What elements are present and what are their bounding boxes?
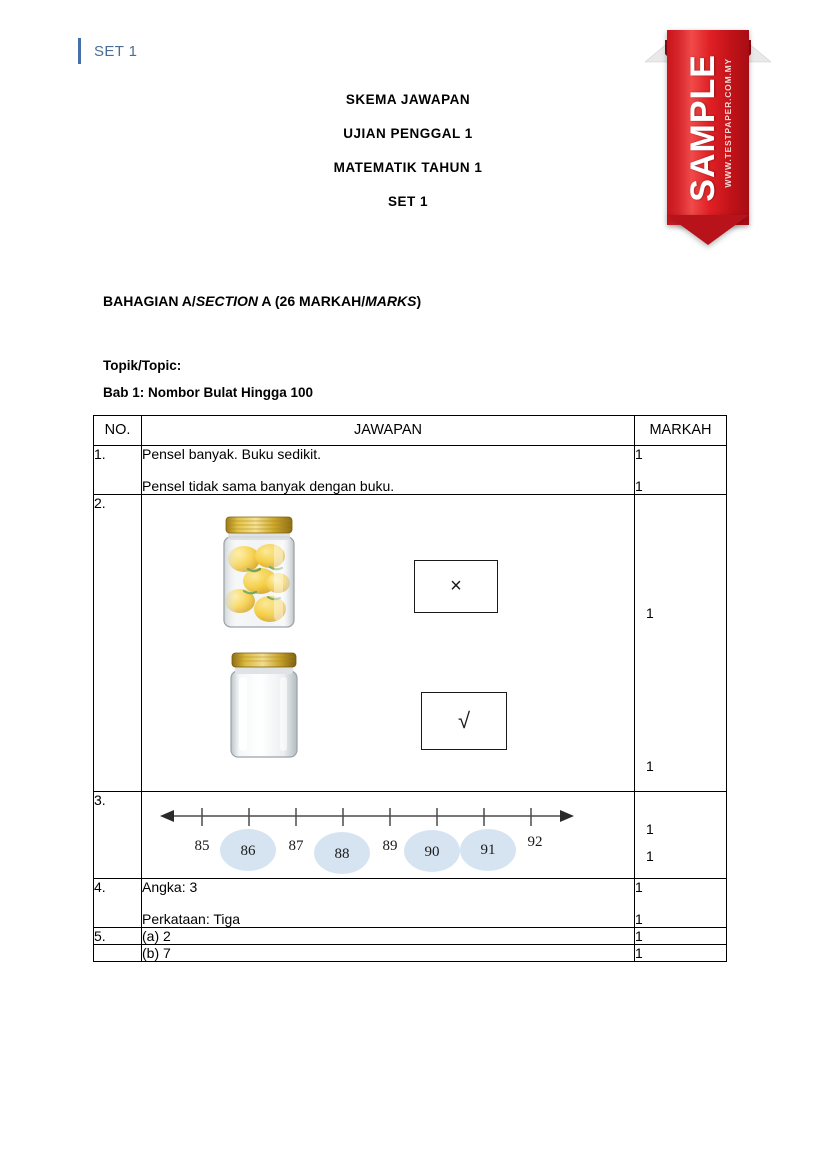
header-cell-marks: MARKAH [635, 416, 727, 446]
header-cell-no: NO. [94, 416, 142, 446]
row-number: 1. [94, 446, 142, 495]
section-italic-section: SECTION [195, 293, 259, 309]
row-number: 2. [94, 495, 142, 792]
answer-line: (a) 2 [142, 928, 171, 944]
mark-value: 1 [635, 911, 643, 927]
row-number: 5. [94, 928, 142, 945]
mark-value: 1 [635, 928, 643, 944]
mark-value: 1 [635, 478, 643, 494]
number-line-label: 92 [527, 834, 543, 850]
ribbon-sample-text: SAMPLE [683, 53, 722, 202]
number-line-label: 90 [424, 844, 440, 860]
cross-mark: × [450, 575, 462, 597]
title-line-set: SET 1 [387, 194, 428, 209]
answer-scheme-table [93, 415, 727, 962]
title-line-skema-jawapan: SKEMA JAWAPAN [345, 92, 471, 107]
row-answer [142, 945, 635, 962]
number-line-label: 91 [480, 842, 496, 858]
topic-value: Bab 1: Nombor Bulat Hingga 100 [103, 385, 314, 400]
table-row [94, 792, 727, 879]
table-row [94, 928, 727, 945]
title-line-subject: MATEMATIK TAHUN 1 [333, 160, 483, 175]
section-italic-marks: MARKS [365, 293, 417, 309]
table-row [94, 945, 727, 962]
choice-box-cross[interactable] [414, 560, 498, 613]
mark-value: 1 [635, 446, 643, 462]
table-row [94, 495, 727, 792]
row-marks [635, 928, 727, 945]
section-suffix: ) [416, 293, 422, 309]
number-line-label: 85 [194, 838, 210, 854]
mark-value: 1 [646, 821, 654, 837]
empty-jar-icon [226, 647, 302, 761]
page-header [78, 38, 137, 64]
table-row [94, 446, 727, 495]
jars-figure [142, 495, 634, 791]
section-prefix: BAHAGIAN A/ [103, 293, 196, 309]
number-line-label: 87 [288, 838, 304, 854]
tick-mark: √ [457, 708, 471, 733]
row-answer [142, 928, 635, 945]
number-line-label: 88 [334, 846, 350, 862]
section-a-heading [103, 293, 421, 309]
document-title-block [228, 92, 588, 228]
number-line-figure [142, 792, 634, 878]
mark-value: 1 [646, 848, 654, 864]
sample-ribbon [667, 30, 749, 245]
row-answer-figure [142, 495, 635, 792]
mark-value: 1 [646, 605, 654, 621]
section-middle: A (26 MARKAH/ [258, 293, 366, 309]
topic-label: Topik/Topic: [103, 358, 182, 373]
answer-line: Pensel tidak sama banyak dengan buku. [142, 478, 395, 494]
row-marks [635, 945, 727, 962]
full-jar-icon [218, 511, 300, 633]
table-header-row [94, 416, 727, 446]
mark-value: 1 [635, 945, 643, 961]
ribbon-text-group [667, 30, 749, 225]
header-set-label: SET 1 [94, 42, 138, 60]
row-marks [635, 792, 727, 879]
number-line-label: 86 [240, 843, 256, 859]
row-number: 3. [94, 792, 142, 879]
choice-box-tick[interactable] [421, 692, 507, 750]
number-line-icon [150, 798, 620, 878]
answer-line: (b) 7 [142, 945, 171, 961]
mark-value: 1 [635, 879, 643, 895]
answer-line: Pensel banyak. Buku sedikit. [142, 446, 321, 462]
mark-value: 1 [646, 758, 654, 774]
row-number: 4. [94, 879, 142, 928]
row-marks [635, 446, 727, 495]
answer-line: Perkataan: Tiga [142, 911, 241, 927]
number-line-label: 89 [382, 838, 398, 854]
header-accent-bar [78, 38, 81, 64]
row-answer [142, 446, 635, 495]
title-line-ujian-penggal: UJIAN PENGGAL 1 [343, 126, 473, 141]
row-marks [635, 495, 727, 792]
row-answer [142, 879, 635, 928]
header-cell-answer: JAWAPAN [142, 416, 635, 446]
row-marks [635, 879, 727, 928]
ribbon-url-text: WWW.TESTPAPER.COM.MY [722, 57, 733, 188]
table-row [94, 879, 727, 928]
row-number [94, 945, 142, 962]
row-answer-figure [142, 792, 635, 879]
answer-line: Angka: 3 [142, 879, 198, 895]
